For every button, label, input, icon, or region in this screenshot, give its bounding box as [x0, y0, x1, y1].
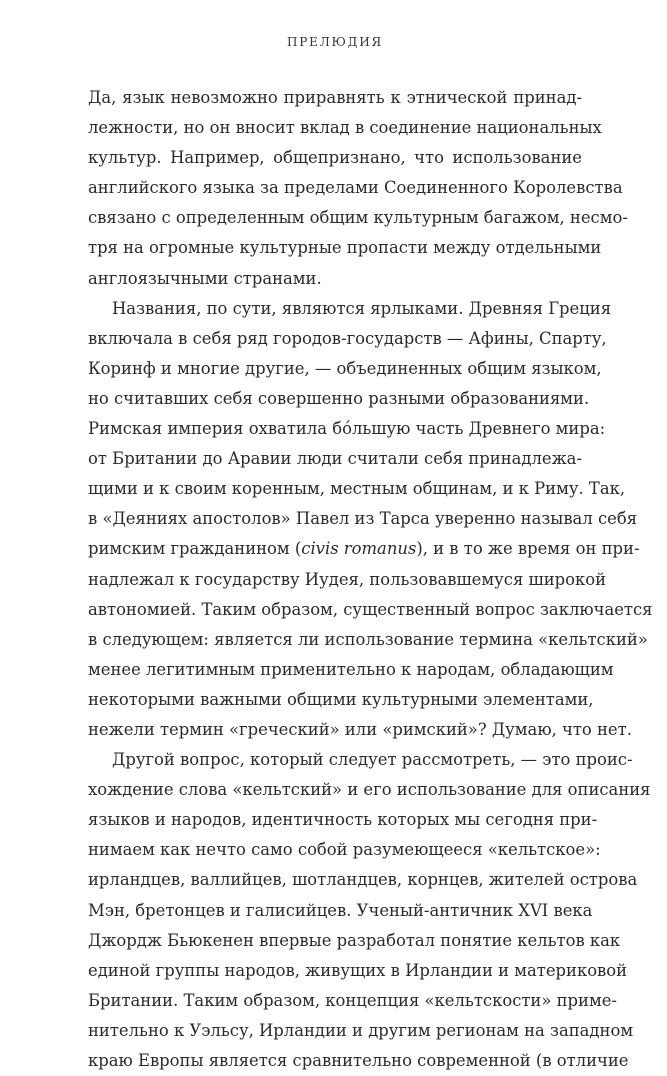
text-line: единой группы народов, живущих в Ирландии и материковой	[88, 960, 628, 980]
text-line: щими и к своим коренным, местным общинам, и к Риму. Так,	[88, 479, 626, 499]
text-line: менее легитимным применительно к народам, обладающим	[88, 659, 614, 679]
text-line: лежности, но он вносит вклад в соединение национальных	[88, 118, 602, 138]
text-line: связано с определенным общим культурным багажом, несмо-	[88, 208, 628, 228]
text-segment: римским гражданином (	[88, 539, 302, 559]
text-line: автономией. Таким образом, существенный вопрос заключается	[88, 599, 653, 619]
text-line: Британии. Таким образом, концепция «кельтскости» приме-	[88, 990, 617, 1010]
text-line: включала в себя ряд городов-государств — Афины, Спарту,	[88, 328, 607, 348]
text-line: но считавших себя совершенно разными образованиями.	[88, 388, 590, 408]
text-line: ирландцев, валлийцев, шотландцев, корнцев, жителей острова	[88, 870, 638, 890]
text-line: английского языка за пределами Соединенного Королевства	[88, 178, 623, 198]
text-line: нимаем как нечто само собой разумеющееся «кельтское»:	[88, 840, 601, 860]
text-line: нительно к Уэльсу, Ирландии и другим регионам на западном	[88, 1020, 634, 1040]
text-line: хождение слова «кельтский» и его использование для описания	[88, 780, 651, 800]
text-line: Другой вопрос, который следует рассмотреть, — это проис-	[112, 750, 633, 770]
text-line: Названия, по сути, являются ярлыками. Древняя Греция	[112, 298, 612, 318]
text-line: некоторыми важными общими культурными элементами,	[88, 689, 594, 709]
text-line: тря на огромные культурные пропасти между отдельными	[88, 238, 602, 258]
text-line: Римская империя охватила бóльшую часть Древнего мира:	[88, 419, 606, 439]
running-head: ПРЕЛЮДИЯ	[287, 35, 383, 49]
text-line: от Британии до Аравии люди считали себя принадлежа-	[88, 449, 582, 469]
text-line: Мэн, бретонцев и галисийцев. Ученый-античник XVI века	[88, 900, 593, 920]
text-line: Да, язык невозможно приравнять к этнической принад-	[88, 88, 582, 107]
body-text	[88, 83, 653, 1076]
text-line: краю Европы является сравнительно современной (в отличие	[88, 1051, 629, 1070]
text-segment: ), и в то же время он при-	[416, 539, 640, 559]
book-page	[88, 0, 653, 1070]
text-line	[88, 534, 640, 564]
text-line: Джордж Бьюкенен впервые разработал понятие кельтов как	[88, 930, 621, 950]
text-line: англоязычными странами.	[88, 268, 322, 288]
text-line: надлежал к государству Иудея, пользовавшемуся широкой	[88, 569, 607, 589]
text-line: в следующем: является ли использование термина «кельтский»	[88, 629, 648, 649]
text-line: нежели термин «греческий» или «римский»? Думаю, что нет.	[88, 719, 632, 739]
text-line: в «Деяниях апостолов» Павел из Тарса уверенно называл себя	[88, 509, 638, 529]
text-line: Коринф и многие другие, — объединенных общим языком,	[88, 358, 602, 378]
latin-term: civis romanus	[301, 539, 417, 559]
text-line: языков и народов, идентичность которых мы сегодня при-	[88, 810, 598, 830]
text-line: культур. Например, общепризнано, что использование	[88, 148, 582, 168]
